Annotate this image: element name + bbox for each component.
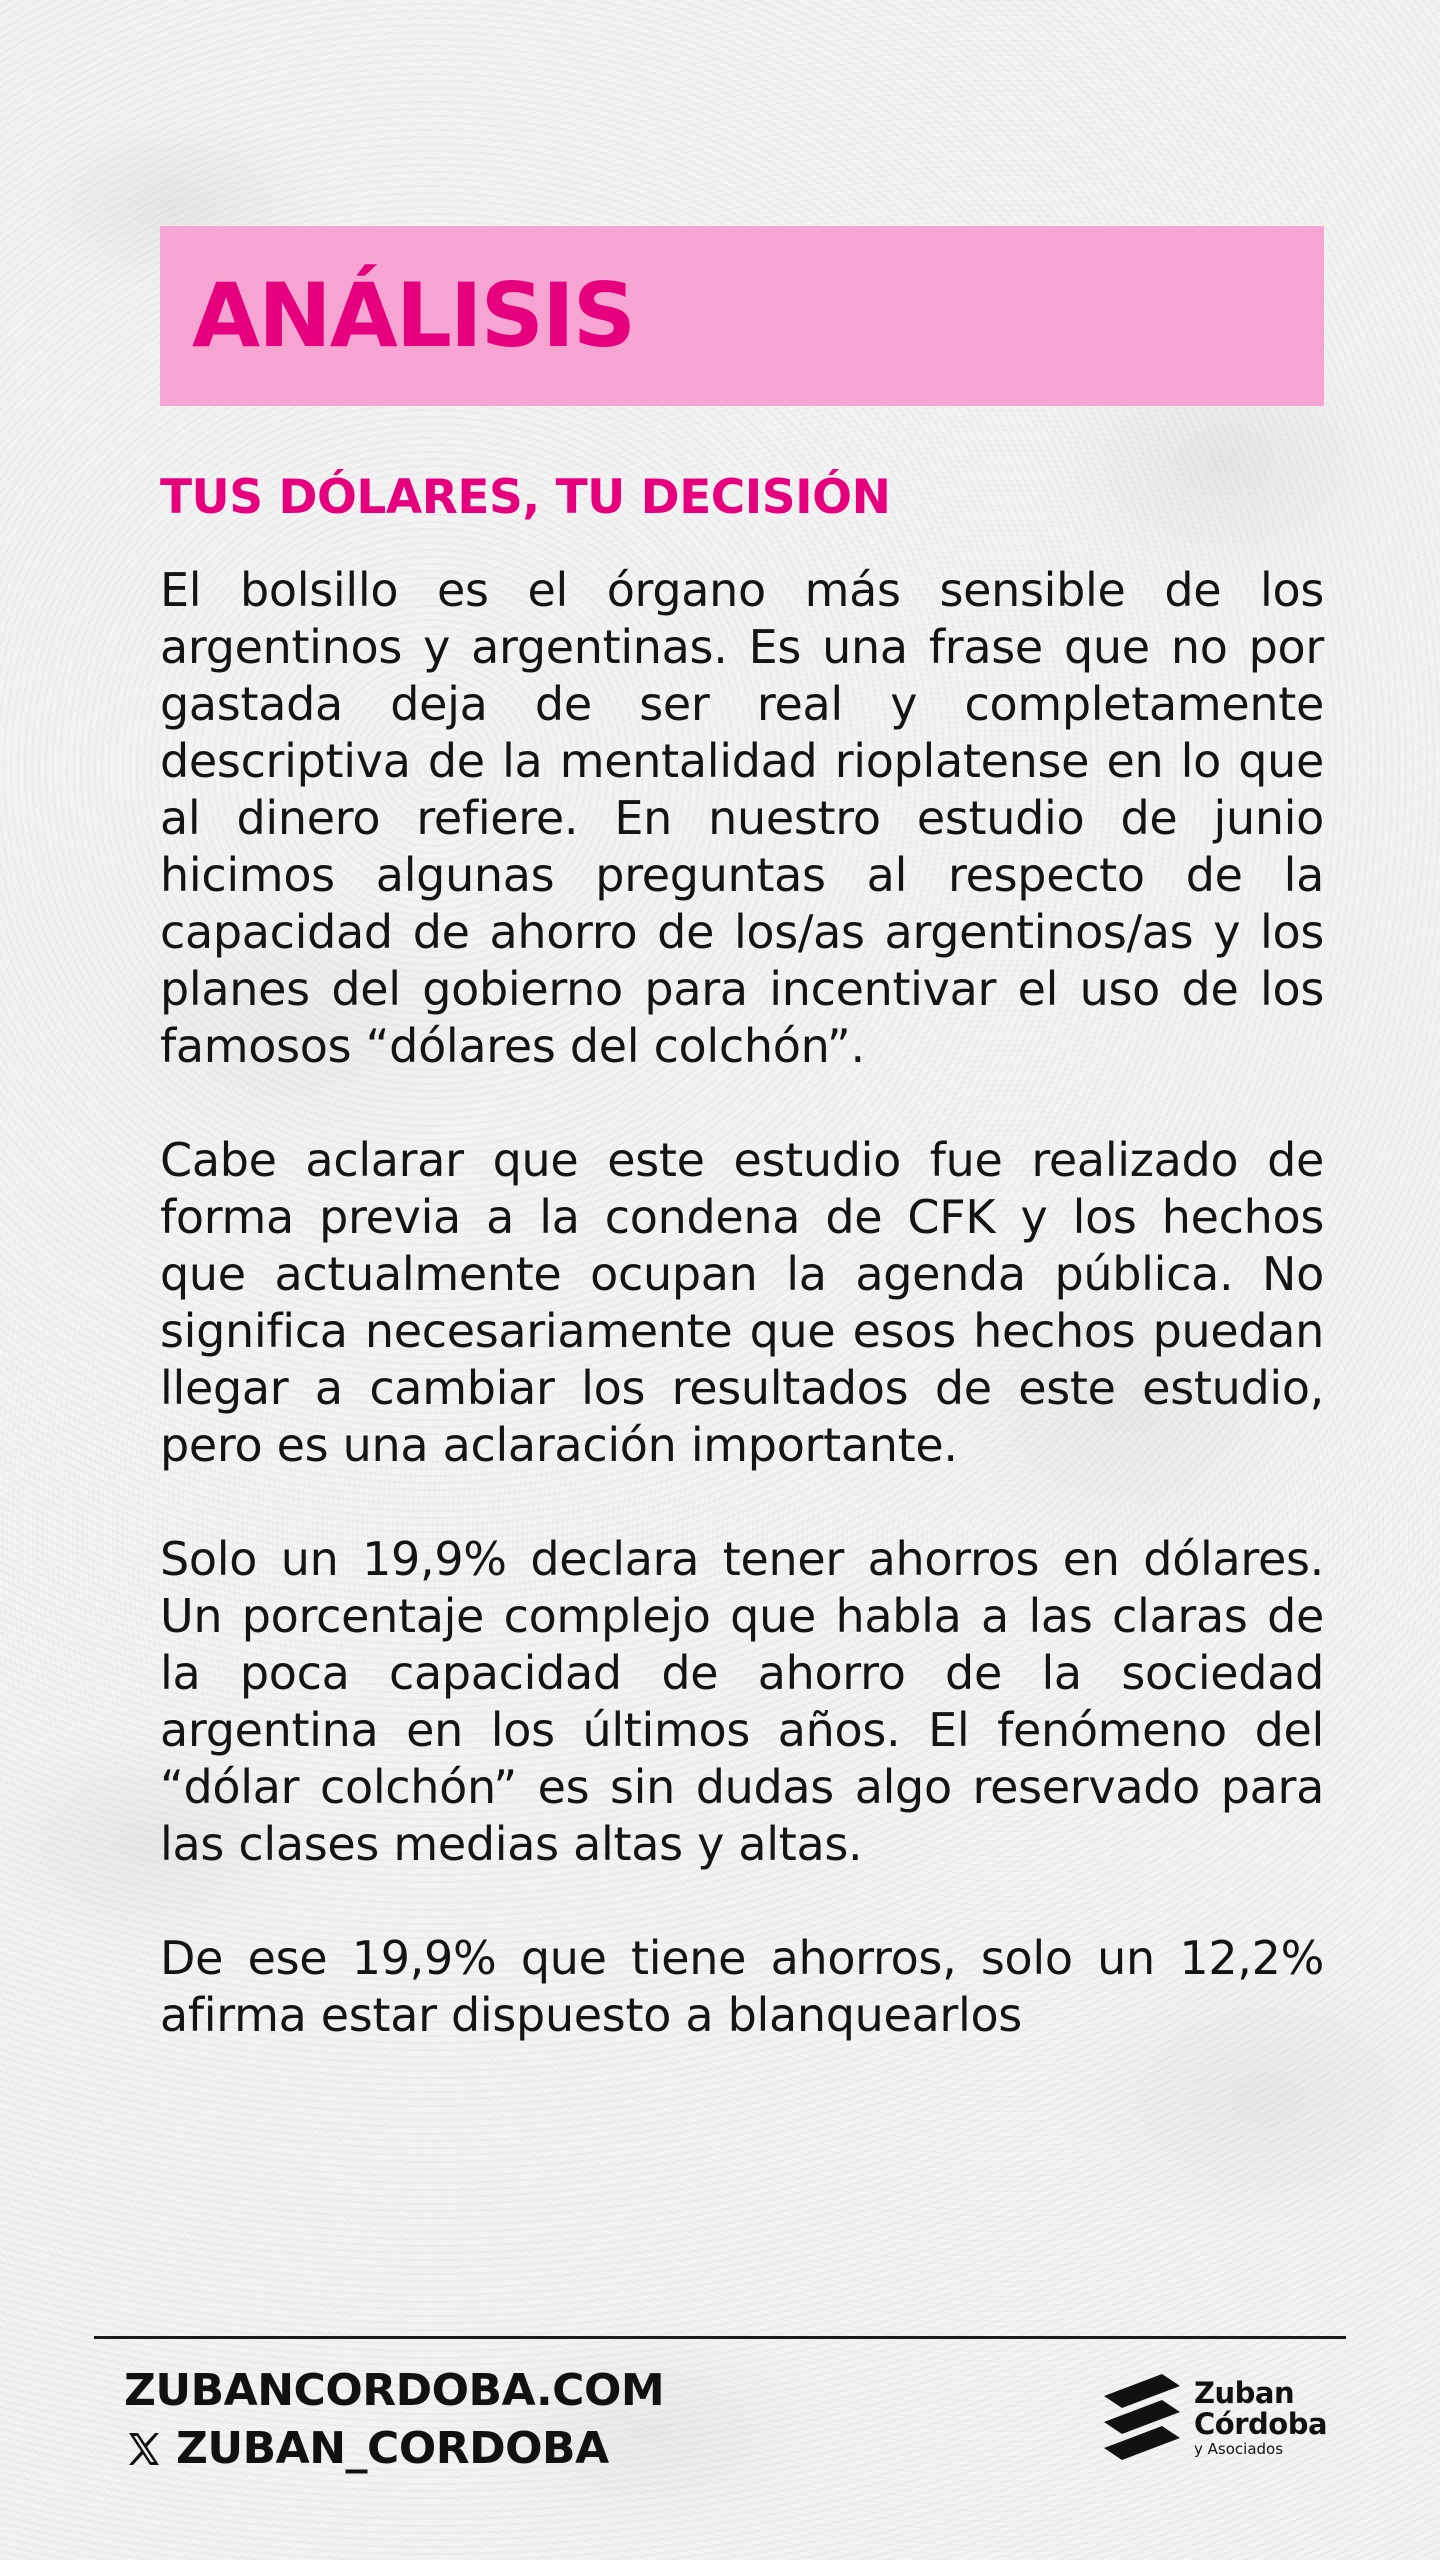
article-paragraph: Cabe aclarar que este estudio fue realizado de forma previa a la condena de CFK y los hechos que actualmente ocupan la agenda pública. No significa necesariamente que esos hechos puedan llegar a cambiar los resultados de este estudio, pero es una aclaración importante.	[160, 1133, 1324, 1472]
logo-wordmark	[1194, 2378, 1327, 2458]
article-paragraph: De ese 19,9% que tiene ahorros, solo un 12,2% afirma estar dispuesto a blanquearlos	[160, 1931, 1324, 2042]
x-logo-icon	[124, 2429, 164, 2469]
logo-line-3: y Asociados	[1194, 2440, 1284, 2458]
article-subtitle: TUS DÓLARES, TU DECISIÓN	[160, 470, 891, 525]
header-banner	[160, 226, 1324, 406]
article-paragraph: Solo un 19,9% declara tener ahorros en dólares. Un porcentaje complejo que habla a las claras de la poca capacidad de ahorro de la sociedad argentina en los últimos años. El fenómeno del “dólar colchón” es sin dudas algo reservado para las clases medias altas y altas.	[160, 1532, 1324, 1871]
page-title: ANÁLISIS	[192, 264, 635, 367]
logo-line-1: Zuban	[1194, 2376, 1295, 2410]
footer-social-link[interactable]	[124, 2420, 609, 2478]
article-paragraph: El bolsillo es el órgano más sensible de los argentinos y argentinas. Es una frase que no por gastada deja de ser real y completamente descriptiva de la mentalidad rioplatense en lo que al dinero refiere. En nuestro estudio de junio hicimos algunas preguntas al respecto de la capacidad de ahorro de los/as argentinos/as y los planes del gobierno para incentivar el uso de los famosos “dólares del colchón”.	[160, 563, 1324, 1073]
article-body	[160, 562, 1324, 2044]
logo-line-2: Córdoba	[1194, 2407, 1328, 2441]
footer-divider	[94, 2336, 1346, 2339]
footer-website-link[interactable]: ZUBANCORDOBA.COM	[124, 2365, 665, 2416]
company-logo	[1102, 2372, 1327, 2464]
zuban-cordoba-logo-icon	[1102, 2372, 1182, 2464]
social-handle: ZUBAN_CORDOBA	[176, 2423, 609, 2474]
